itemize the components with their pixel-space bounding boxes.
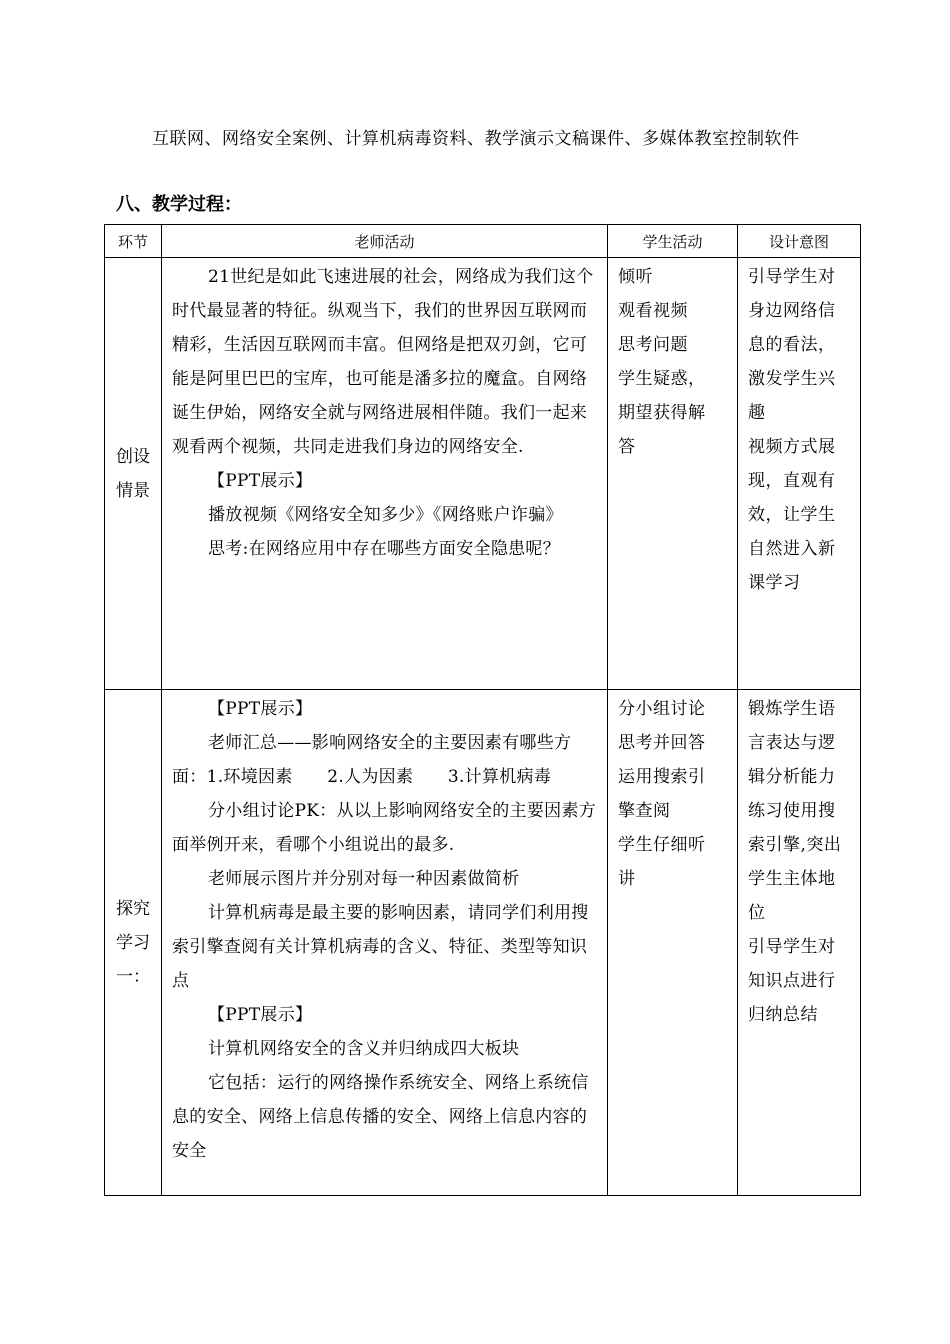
intent-line: 归纳总结 bbox=[748, 1005, 818, 1025]
student-line: 学生疑惑， bbox=[618, 369, 706, 389]
intent-line: 趣 bbox=[748, 403, 766, 423]
student-line: 思考问题 bbox=[618, 335, 688, 355]
intent-line: 知识点进行 bbox=[748, 971, 836, 991]
stage-text: 探究 bbox=[116, 898, 150, 919]
teacher-paragraph: 分小组讨论PK：从以上影响网络安全的主要因素方面举例开来，看哪个小组说出的最多. bbox=[172, 801, 597, 855]
table-row bbox=[105, 690, 861, 1196]
intent-line: 锻炼学生语 bbox=[748, 699, 836, 719]
section-heading: 八、教学过程： bbox=[116, 194, 242, 215]
intent-line: 引导学生对 bbox=[748, 267, 836, 287]
teacher-paragraph: 【PPT展示】 bbox=[208, 1005, 313, 1025]
teacher-paragraph: 【PPT展示】 bbox=[208, 471, 313, 491]
student-line: 学生仔细听 bbox=[618, 835, 706, 855]
intent-line: 视频方式展 bbox=[748, 437, 836, 457]
intent-line: 练习使用搜 bbox=[748, 801, 836, 821]
teacher-activity-cell bbox=[162, 690, 608, 1196]
intent-line: 学生主体地 bbox=[748, 869, 836, 889]
teacher-paragraph: 老师展示图片并分别对每一种因素做简析 bbox=[208, 869, 520, 889]
teacher-paragraph: 老师汇总——影响网络安全的主要因素有哪些方面：1.环境因素 2.人为因素 3.计算机病毒 bbox=[172, 733, 572, 787]
stage-text: 创设 bbox=[116, 446, 150, 467]
intent-line: 言表达与逻 bbox=[748, 733, 836, 753]
header-stage: 环节 bbox=[105, 225, 162, 258]
stage-text: 情景 bbox=[116, 480, 150, 501]
stage-cell bbox=[105, 258, 162, 690]
teaching-resources-text: 互联网、网络安全案例、计算机病毒资料、教学演示文稿课件、多媒体教室控制软件 bbox=[152, 129, 800, 149]
student-line: 思考并回答 bbox=[618, 733, 706, 753]
teacher-paragraph: 它包括：运行的网络操作系统安全、网络上系统信息的安全、网络上信息传播的安全、网络上信息内容的安全 bbox=[172, 1073, 589, 1161]
student-activity-cell bbox=[608, 690, 738, 1196]
design-intent-cell bbox=[738, 258, 861, 690]
student-line: 运用搜索引 bbox=[618, 767, 706, 787]
student-line: 倾听 bbox=[618, 267, 653, 287]
student-line: 擎查阅 bbox=[618, 801, 671, 821]
intent-line: 效，让学生 bbox=[748, 505, 836, 525]
student-line: 答 bbox=[618, 437, 636, 457]
intent-line: 身边网络信 bbox=[748, 301, 836, 321]
intent-line: 息的看法， bbox=[748, 335, 836, 355]
intent-line: 激发学生兴 bbox=[748, 369, 836, 389]
intent-line: 课学习 bbox=[748, 573, 801, 593]
student-line: 期望获得解 bbox=[618, 403, 706, 423]
intent-line: 索引擎,突出 bbox=[748, 835, 842, 855]
intent-line: 引导学生对 bbox=[748, 937, 836, 957]
intent-line: 自然进入新 bbox=[748, 539, 836, 559]
intent-line: 辑分析能力 bbox=[748, 767, 836, 787]
stage-cell bbox=[105, 690, 162, 1196]
teacher-paragraph: 播放视频《网络安全知多少》《网络账户诈骗》 bbox=[208, 505, 563, 525]
intent-line: 现，直观有 bbox=[748, 471, 836, 491]
header-teacher-activity: 老师活动 bbox=[162, 225, 608, 258]
header-student-activity: 学生活动 bbox=[608, 225, 738, 258]
teaching-process-table bbox=[104, 224, 861, 1196]
stage-text: 学习 bbox=[116, 932, 150, 953]
table-row bbox=[105, 258, 861, 690]
teacher-activity-cell bbox=[162, 258, 608, 690]
student-activity-cell bbox=[608, 258, 738, 690]
intent-line: 位 bbox=[748, 903, 766, 923]
student-line: 观看视频 bbox=[618, 301, 688, 321]
teacher-paragraph: 21世纪是如此飞速进展的社会，网络成为我们这个时代最显著的特征。纵观当下，我们的世界因互联网而精彩，生活因互联网而丰富。但网络是把双刃剑，它可能是阿里巴巴的宝库，也可能是潘多拉的魔盒。自网络诞生伊始，网络安全就与网络进展相伴随。我们一起来观看两个视频，共同走进我们身边的网络安全. bbox=[172, 267, 594, 457]
student-line: 讲 bbox=[618, 869, 636, 889]
teacher-paragraph: 计算机病毒是最主要的影响因素，请同学们利用搜索引擎查阅有关计算机病毒的含义、特征、类型等知识点 bbox=[172, 903, 589, 991]
design-intent-cell bbox=[738, 690, 861, 1196]
teacher-paragraph: 思考:在网络应用中存在哪些方面安全隐患呢？ bbox=[208, 539, 561, 559]
teacher-paragraph: 【PPT展示】 bbox=[208, 699, 313, 719]
teacher-paragraph: 计算机网络安全的含义并归纳成四大板块 bbox=[208, 1039, 520, 1059]
header-design-intent: 设计意图 bbox=[738, 225, 861, 258]
student-line: 分小组讨论 bbox=[618, 699, 706, 719]
stage-text: 一： bbox=[116, 966, 150, 987]
table-header-row bbox=[105, 225, 861, 258]
